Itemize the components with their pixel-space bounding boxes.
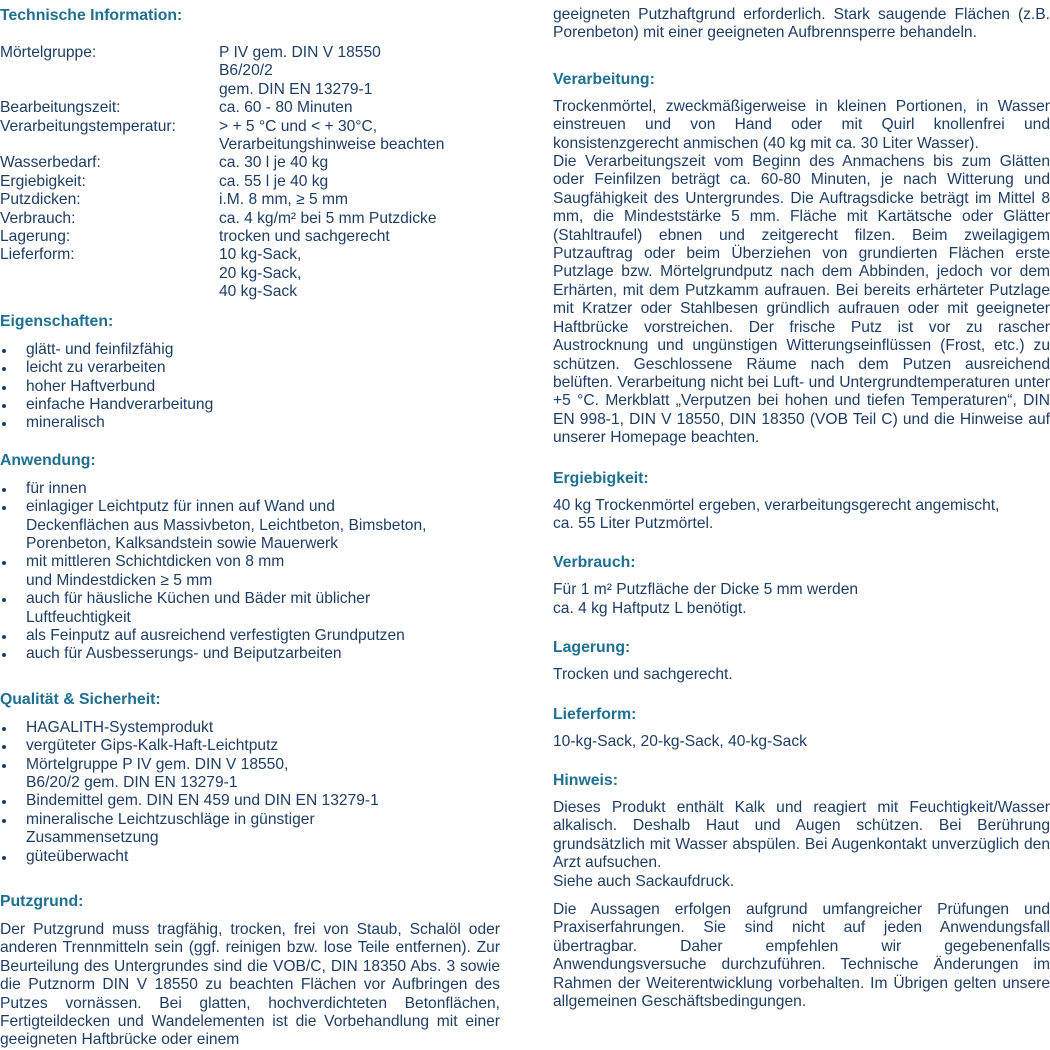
spec-label: Putzdicken: bbox=[0, 191, 81, 209]
eigenschaften-list bbox=[0, 341, 500, 433]
spec-label: Wasserbedarf: bbox=[0, 154, 101, 172]
list-item: als Feinputz auf ausreichend verfestigten Grundputzen bbox=[0, 627, 500, 645]
spec-value: ca. 4 kg/m² bei 5 mm Putzdicke bbox=[219, 209, 437, 227]
list-item: einlagiger Leichtputz für innen auf Wand und Deckenflächen aus Massivbeton, Leichtbeton, Bimsbeton, Porenbeton, Kalksandstein sowie Mauerwerk bbox=[0, 498, 500, 553]
list-item: auch für Ausbesserungs- und Beiputzarbeiten bbox=[0, 645, 500, 663]
spec-value: i.M. 8 mm, ≥ 5 mm bbox=[219, 191, 348, 209]
list-item: leicht zu verarbeiten bbox=[0, 359, 500, 377]
list-item: einfache Handverarbeitung bbox=[0, 396, 500, 414]
spec-label: Bearbeitungszeit: bbox=[0, 99, 121, 117]
putzgrund-heading: Putzgrund: bbox=[0, 893, 84, 911]
spec-value: ca. 55 l je 40 kg bbox=[219, 172, 329, 190]
hinweis-text-2: Die Aussagen erfolgen aufgrund umfangreicher Prüfungen und Praxiserfahrungen. Sie sind nicht auf jeden Anwendungsfall übertragbar. Daher empfehlen wir gegebenenfalls Anwendungsversuche durchzuführen. Technische Änderungen im Rahmen der Weiterentwicklung vorbehalten. Im Übrigen gelten unsere allgemeinen Geschäftsbedingungen. bbox=[553, 901, 1050, 1011]
spec-value: 10 kg-Sack, 20 kg-Sack, 40 kg-Sack bbox=[219, 246, 302, 301]
spec-value: P IV gem. DIN V 18550 B6/20/2 gem. DIN EN 13279-1 bbox=[219, 44, 381, 98]
list-item: für innen bbox=[0, 480, 500, 498]
ergiebigkeit-heading: Ergiebigkeit: bbox=[553, 469, 649, 487]
lagerung-heading: Lagerung: bbox=[553, 639, 631, 657]
hinweis-text-1: Dieses Produkt enthält Kalk und reagiert mit Feuchtigkeit/Wasser alkalisch. Deshalb Haut und Augen schützen. Bei Berührung grundsätzlich mit Wasser abspülen. Bei Augenkontakt unverzüglich den Arzt aufsuchen. bbox=[553, 798, 1050, 872]
spec-label: Lieferform: bbox=[0, 246, 75, 264]
qualitaet-heading: Qualität & Sicherheit: bbox=[0, 690, 161, 708]
putzgrund-continued-text: geeigneten Putzhaftgrund erforderlich. Stark saugende Flächen (z.B. Porenbeton) mit einer geeigneten Aufbrennsperre behandeln. bbox=[553, 6, 1050, 42]
verarbeitung-text-1: Trockenmörtel, zweckmäßigerweise in kleinen Portionen, in Wasser einstreuen und von Hand oder mit Quirl knollenfrei und konsistenzgerecht anmischen (40 kg mit ca. 30 Liter Wasser). bbox=[553, 97, 1050, 152]
right-column bbox=[553, 0, 1050, 1011]
eigenschaften-heading: Eigenschaften: bbox=[0, 312, 114, 330]
verarbeitung-heading: Verarbeitung: bbox=[553, 70, 655, 88]
anwendung-list bbox=[0, 480, 500, 664]
list-item: mineralische Leichtzuschläge in günstiger Zusammensetzung bbox=[0, 811, 500, 848]
spec-label: Verbrauch: bbox=[0, 209, 76, 227]
ergiebigkeit-text: 40 kg Trockenmörtel ergeben, verarbeitungsgerecht angemischt, ca. 55 Liter Putzmörtel. bbox=[553, 496, 1000, 532]
list-item: Bindemittel gem. DIN EN 459 und DIN EN 13279-1 bbox=[0, 792, 500, 810]
spec-value: ca. 60 - 80 Minuten bbox=[219, 99, 353, 117]
tech-info-table bbox=[0, 44, 500, 302]
spec-value: ca. 30 l je 40 kg bbox=[219, 154, 329, 172]
list-item: glätt- und feinfilzfähig bbox=[0, 341, 500, 359]
hinweis-text-1b: Siehe auch Sackaufdruck. bbox=[553, 872, 735, 890]
list-item: mineralisch bbox=[0, 414, 500, 432]
verarbeitung-text-2: Die Verarbeitungszeit vom Beginn des Anmachens bis zum Glätten oder Feinfilzen beträgt ca. 60-80 Minuten, je nach Witterung und Saugfähigkeit des Untergrundes. Die Auftragsdicke beträgt im Mittel 8 mm, die Mindeststärke 5 mm. Fläche mit Kartätsche oder Glätter (Stahltraufel) ebnen und zeitgerecht filzen. Beim zweilagigem Putzauftrag oder beim Überziehen von grundierten Flächen erste Putzlage bzw. Mörtelgrundputz nach dem Abbinden, jedoch vor dem Erhärten, mit dem Putzkamm aufrauen. Bei bereits erhärteter Putzlage mit Kratzer oder Stahlbesen gründlich aufrauen oder mit geeigneter Haftbrücke vorstreichen. Der frische Putz ist vor zu rascher Austrocknung und ungünstigen Witterungseinflüssen (Frost, etc.) zu schützen. Geschlossene Räume nach dem Putzen ausreichend belüften. Verarbeitung nicht bei Luft- und Untergrundtemperaturen unter +5 °C. Merkblatt „Verputzen bei hohen und tiefen Temperaturen“, DIN EN 998-1, DIN V 18550, DIN 18350 (VOB Teil C) und die Hinweise auf unserer Homepage beachten. bbox=[553, 153, 1050, 447]
list-item: mit mittleren Schichtdicken von 8 mm und Mindestdicken ≥ 5 mm bbox=[0, 553, 500, 590]
spec-label: Lagerung: bbox=[0, 228, 71, 246]
left-column bbox=[0, 0, 500, 1050]
spec-value: > + 5 °C und < + 30°C, Verarbeitungshinweise beachten bbox=[219, 117, 445, 154]
verbrauch-heading: Verbrauch: bbox=[553, 554, 636, 572]
qualitaet-list bbox=[0, 719, 500, 866]
spec-label: Verarbeitungstemperatur: bbox=[0, 117, 176, 135]
anwendung-heading: Anwendung: bbox=[0, 451, 96, 469]
list-item: hoher Haftverbund bbox=[0, 378, 500, 396]
list-item: HAGALITH-Systemprodukt bbox=[0, 719, 500, 737]
list-item: Mörtelgruppe P IV gem. DIN V 18550, B6/20/2 gem. DIN EN 13279-1 bbox=[0, 756, 500, 793]
tech-info-heading: Technische Information: bbox=[0, 7, 183, 24]
list-item: vergüteter Gips-Kalk-Haft-Leichtputz bbox=[0, 737, 500, 755]
putzgrund-text: Der Putzgrund muss tragfähig, trocken, frei von Staub, Schalöl oder anderen Trennmitteln sein (ggf. reinigen bzw. lose Teile entfernen). Zur Beurteilung des Untergrundes sind die VOB/C, DIN 18350 Abs. 3 sowie die Putznorm DIN V 18550 zu beachten Flächen vor Aufbringen des Putzes vornässen. Bei glatten, hochverdichteten Betonflächen, Fertigteildecken und Wandelementen ist die Vorbehandlung mit einer geeigneten Haftbrücke oder einem bbox=[0, 921, 500, 1049]
spec-label: Mörtelgruppe: bbox=[0, 44, 97, 61]
spec-label: Ergiebigkeit: bbox=[0, 172, 86, 190]
list-item: güteüberwacht bbox=[0, 848, 500, 866]
hinweis-heading: Hinweis: bbox=[553, 771, 618, 789]
verbrauch-text: Für 1 m² Putzfläche der Dicke 5 mm werden ca. 4 kg Haftputz L benötigt. bbox=[553, 581, 859, 617]
list-item: auch für häusliche Küchen und Bäder mit üblicher Luftfeuchtigkeit bbox=[0, 590, 500, 627]
lagerung-text: Trocken und sachgerecht. bbox=[553, 666, 733, 684]
spec-value: trocken und sachgerecht bbox=[219, 228, 390, 246]
lieferform-text: 10-kg-Sack, 20-kg-Sack, 40-kg-Sack bbox=[553, 732, 807, 750]
lieferform-heading: Lieferform: bbox=[553, 705, 637, 723]
